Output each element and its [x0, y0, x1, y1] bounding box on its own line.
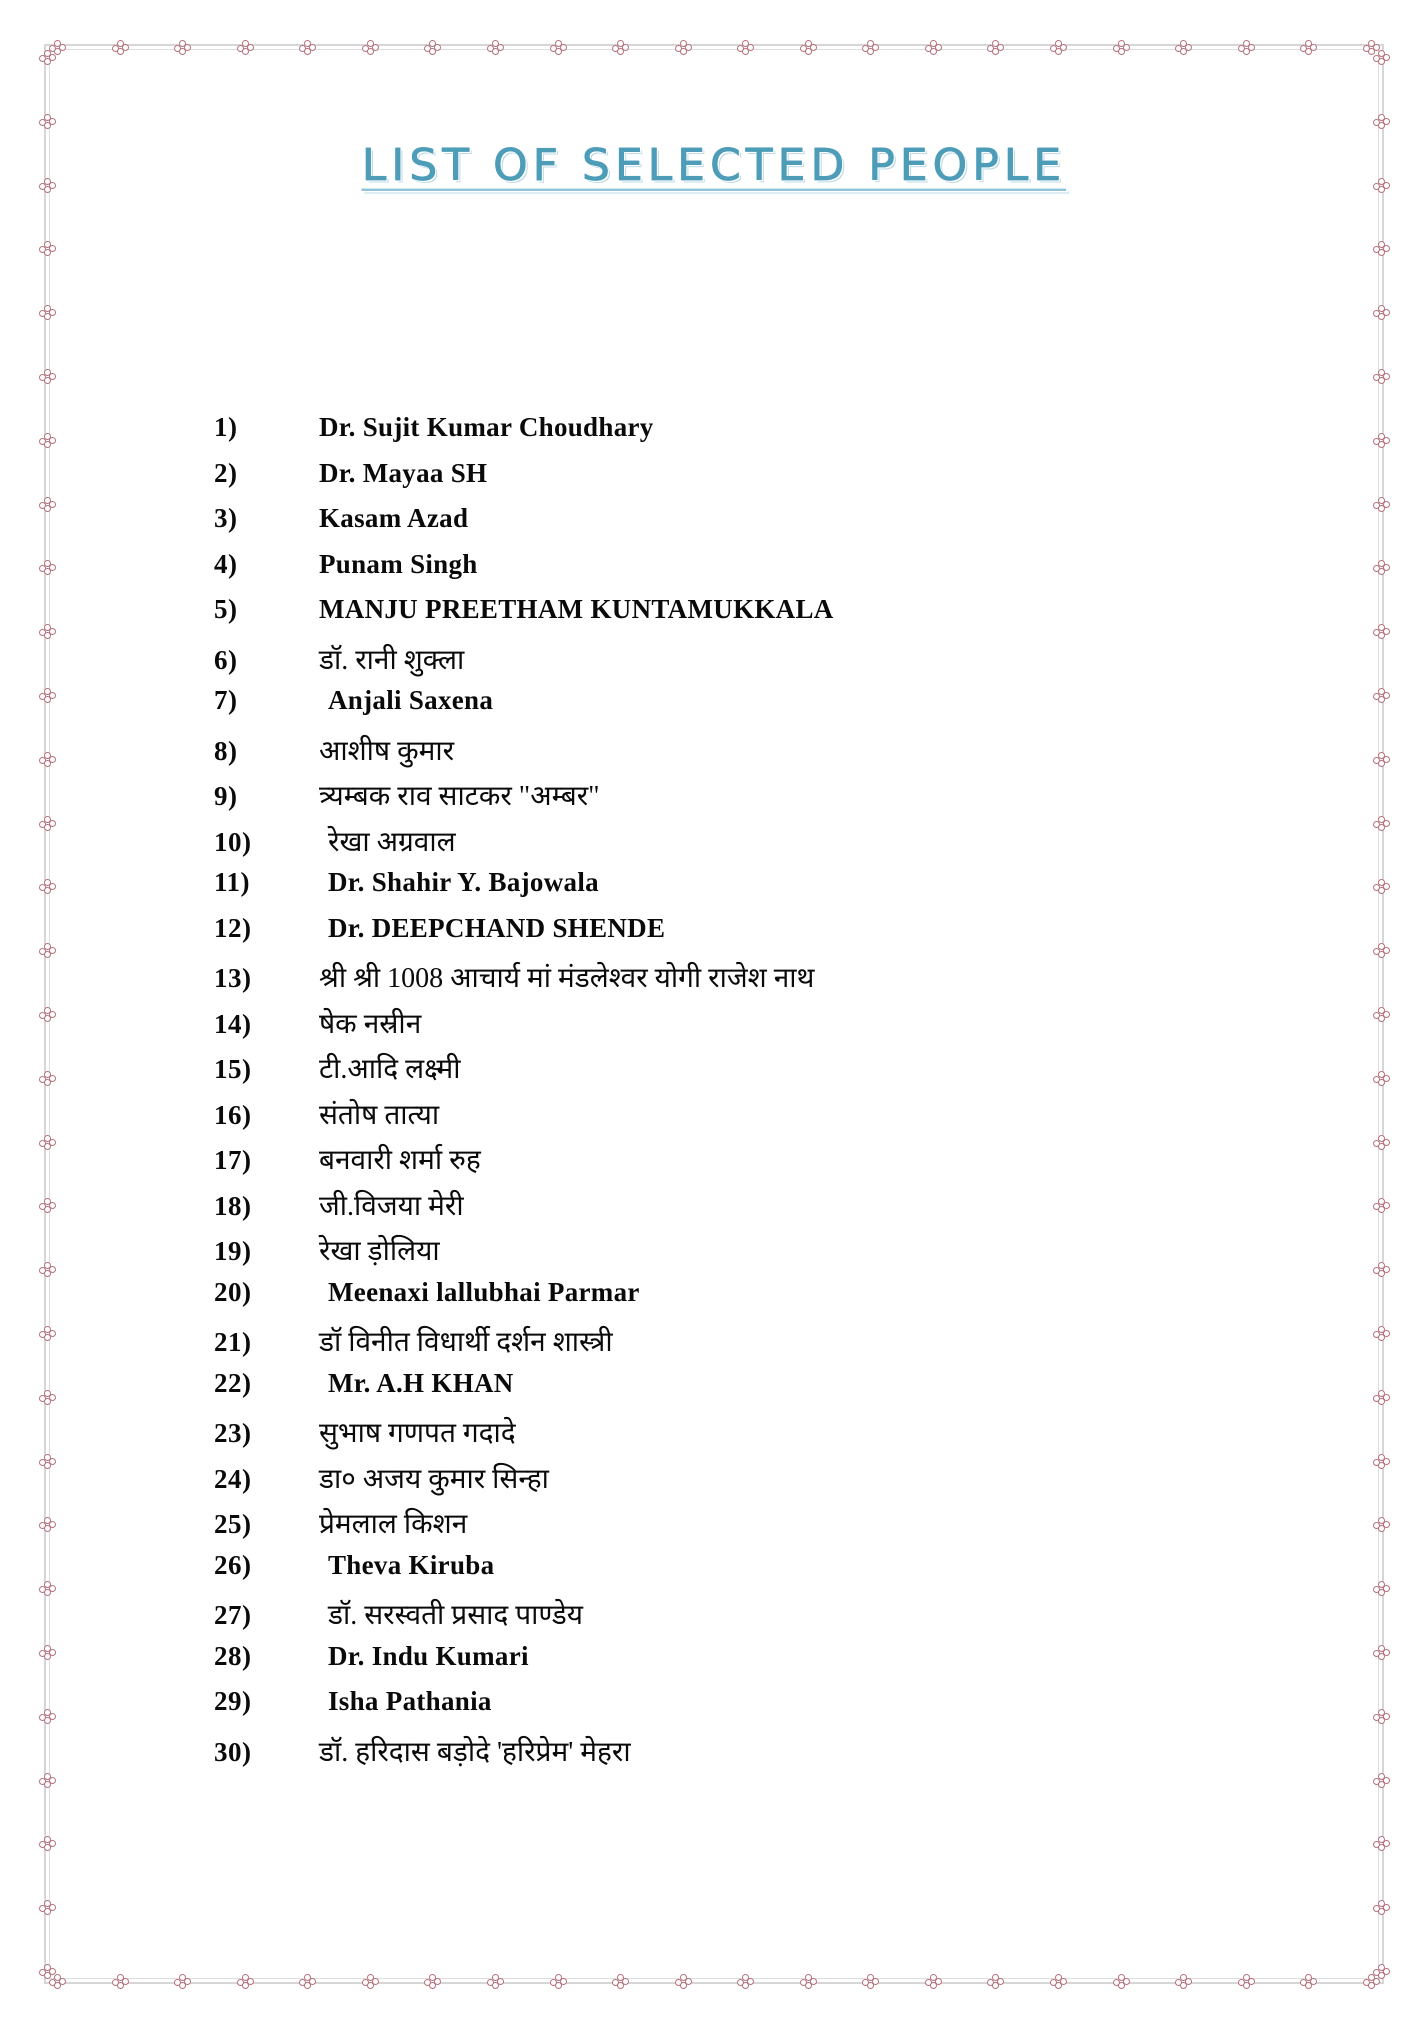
border-berry-motif-icon	[173, 38, 191, 56]
border-berry-motif-icon	[986, 38, 1004, 56]
list-item	[0, 1732, 1428, 1778]
border-berry-motif-icon	[486, 1972, 504, 1990]
list-item	[0, 1095, 1428, 1141]
list-item	[0, 958, 1428, 1004]
list-item	[0, 458, 1428, 504]
list-item	[0, 1186, 1428, 1232]
border-berry-motif-icon	[38, 239, 56, 257]
border-berry-motif-icon	[236, 38, 254, 56]
list-item-name: Anjali Saxena	[328, 685, 494, 715]
list-item-number: 8)	[214, 735, 238, 766]
list-item-name: डॉ. हरिदास बड़ोदे 'हरिप्रेम' मेहरा	[319, 1736, 631, 1768]
border-berry-motif-icon	[1372, 367, 1390, 385]
list-item-name: Theva Kiruba	[328, 1549, 495, 1580]
list-item	[0, 1413, 1428, 1459]
border-berry-motif-icon	[111, 38, 129, 56]
list-item-number: 26)	[214, 1549, 252, 1580]
list-item-number: 17)	[214, 1145, 252, 1175]
border-berry-motif-icon	[1372, 303, 1390, 321]
list-item-number: 2)	[214, 457, 238, 488]
list-item-name: बनवारी शर्मा रुह	[319, 1145, 481, 1176]
list-item-name: डॉ विनीत विधार्थी दर्शन शास्त्री	[319, 1327, 613, 1358]
list-item-name: रेखा ड़ोलिया	[319, 1236, 440, 1267]
border-berry-motif-icon	[1112, 1972, 1130, 1990]
list-item-name: Mr. A.H KHAN	[328, 1367, 514, 1398]
list-item-name: त्र्यम्बक राव साटकर "अम्बर"	[319, 781, 600, 812]
list-item-number: 19)	[214, 1236, 252, 1266]
list-item-number: 25)	[214, 1509, 252, 1539]
list-item-number: 9)	[214, 781, 238, 811]
list-item	[0, 1459, 1428, 1505]
border-berry-motif-icon	[298, 1972, 316, 1990]
list-item-number: 28)	[214, 1640, 252, 1671]
list-item-name: Isha Pathania	[328, 1686, 492, 1716]
border-berry-motif-icon	[361, 1972, 379, 1990]
border-berry-motif-icon	[1372, 112, 1390, 130]
border-berry-motif-icon	[674, 1972, 692, 1990]
border-berry-motif-icon	[38, 1898, 56, 1916]
list-item-number: 11)	[214, 867, 251, 897]
list-item-name: Dr. Sujit Kumar Choudhary	[319, 412, 654, 442]
border-berry-motif-icon	[111, 1972, 129, 1990]
border-berry-motif-icon	[298, 38, 316, 56]
border-berry-motif-icon	[799, 1972, 817, 1990]
border-berry-motif-icon	[1112, 38, 1130, 56]
border-berry-motif-icon	[1372, 48, 1390, 66]
list-item	[0, 412, 1428, 458]
selected-people-list	[0, 412, 1428, 1777]
list-item	[0, 1049, 1428, 1095]
list-item-number: 6)	[214, 644, 238, 675]
list-item-name: आशीष कुमार	[319, 735, 455, 767]
list-item-number: 20)	[214, 1276, 252, 1307]
border-berry-motif-icon	[1049, 1972, 1067, 1990]
list-item-name: षेक नस्रीन	[319, 1008, 422, 1040]
border-motif-row-top	[48, 38, 1380, 56]
border-berry-motif-icon	[1372, 1834, 1390, 1852]
border-berry-motif-icon	[1362, 38, 1380, 56]
list-item	[0, 549, 1428, 595]
border-berry-motif-icon	[924, 38, 942, 56]
border-berry-motif-icon	[1362, 1972, 1380, 1990]
list-item	[0, 731, 1428, 777]
list-item-name: प्रेमलाल किशन	[319, 1509, 468, 1540]
border-berry-motif-icon	[1299, 1972, 1317, 1990]
list-item	[0, 822, 1428, 868]
list-item-name: डॉ. रानी शुक्ला	[319, 644, 465, 676]
list-item	[0, 640, 1428, 686]
list-item	[0, 1686, 1428, 1732]
list-item	[0, 1322, 1428, 1368]
list-item-number: 18)	[214, 1190, 252, 1221]
list-item	[0, 1504, 1428, 1550]
list-item-name: Kasam Azad	[319, 503, 469, 533]
list-item	[0, 1004, 1428, 1050]
list-item-number: 3)	[214, 503, 238, 533]
list-item-name: Dr. Indu Kumari	[328, 1640, 529, 1671]
list-item-name: टी.आदि लक्ष्मी	[319, 1054, 461, 1085]
list-item-name: Dr. DEEPCHAND SHENDE	[328, 912, 666, 943]
list-item-number: 24)	[214, 1463, 252, 1494]
list-item-name: Dr. Shahir Y. Bajowala	[328, 867, 599, 897]
border-berry-motif-icon	[38, 48, 56, 66]
list-item-name: MANJU PREETHAM KUNTAMUKKALA	[319, 594, 834, 624]
border-berry-motif-icon	[674, 38, 692, 56]
border-berry-motif-icon	[549, 1972, 567, 1990]
list-item-number: 14)	[214, 1008, 252, 1039]
page-title-container	[0, 140, 1428, 191]
list-item-number: 7)	[214, 685, 238, 715]
border-berry-motif-icon	[361, 38, 379, 56]
border-berry-motif-icon	[611, 1972, 629, 1990]
list-item-number: 22)	[214, 1367, 252, 1398]
border-berry-motif-icon	[861, 38, 879, 56]
list-item	[0, 685, 1428, 731]
list-item-number: 16)	[214, 1099, 252, 1130]
list-item	[0, 1595, 1428, 1641]
list-item	[0, 1368, 1428, 1414]
list-item-name: रेखा अग्रवाल	[328, 826, 456, 858]
border-berry-motif-icon	[38, 112, 56, 130]
list-item	[0, 594, 1428, 640]
list-item-name: Punam Singh	[319, 548, 478, 579]
list-item-name: सुभाष गणपत गदादे	[319, 1418, 516, 1449]
border-berry-motif-icon	[924, 1972, 942, 1990]
border-berry-motif-icon	[1237, 1972, 1255, 1990]
list-item	[0, 1231, 1428, 1277]
list-item-number: 13)	[214, 963, 252, 993]
border-berry-motif-icon	[799, 38, 817, 56]
border-berry-motif-icon	[38, 1962, 56, 1980]
list-item-name: जी.विजया मेरी	[319, 1190, 464, 1222]
border-berry-motif-icon	[38, 303, 56, 321]
list-item	[0, 1277, 1428, 1323]
list-item-number: 10)	[214, 826, 252, 857]
list-item-number: 15)	[214, 1054, 252, 1084]
list-item-name: डा० अजय कुमार सिन्हा	[319, 1463, 549, 1495]
list-item	[0, 867, 1428, 913]
list-item	[0, 503, 1428, 549]
list-item-number: 29)	[214, 1686, 252, 1716]
list-item-number: 5)	[214, 594, 238, 624]
list-item	[0, 1641, 1428, 1687]
border-berry-motif-icon	[423, 38, 441, 56]
list-item-number: 4)	[214, 548, 238, 579]
border-berry-motif-icon	[486, 38, 504, 56]
border-berry-motif-icon	[1237, 38, 1255, 56]
border-berry-motif-icon	[1174, 38, 1192, 56]
border-berry-motif-icon	[236, 1972, 254, 1990]
border-berry-motif-icon	[48, 38, 66, 56]
list-item-name: Meenaxi lallubhai Parmar	[328, 1276, 640, 1307]
border-berry-motif-icon	[1049, 38, 1067, 56]
list-item	[0, 913, 1428, 959]
list-item-number: 23)	[214, 1418, 252, 1448]
list-item-name: डॉ. सरस्वती प्रसाद पाण्डेय	[328, 1600, 583, 1631]
list-item-number: 1)	[214, 412, 238, 442]
border-berry-motif-icon	[1299, 38, 1317, 56]
list-item-number: 27)	[214, 1600, 252, 1630]
border-berry-motif-icon	[986, 1972, 1004, 1990]
border-berry-motif-icon	[38, 367, 56, 385]
border-berry-motif-icon	[549, 38, 567, 56]
border-berry-motif-icon	[173, 1972, 191, 1990]
border-berry-motif-icon	[38, 1834, 56, 1852]
list-item-number: 12)	[214, 912, 252, 943]
list-item	[0, 1140, 1428, 1186]
list-item	[0, 776, 1428, 822]
list-item-name: Dr. Mayaa SH	[319, 457, 488, 488]
border-berry-motif-icon	[861, 1972, 879, 1990]
page-title: LIST OF SELECTED PEOPLE	[361, 140, 1067, 191]
border-berry-motif-icon	[423, 1972, 441, 1990]
border-motif-row-bottom	[48, 1972, 1380, 1990]
list-item-name: संतोष तात्या	[319, 1099, 440, 1131]
border-berry-motif-icon	[611, 38, 629, 56]
list-item-name: श्री श्री 1008 आचार्य मां मंडलेश्वर योगी राजेश नाथ	[319, 963, 815, 994]
list-item	[0, 1550, 1428, 1596]
border-berry-motif-icon	[1372, 239, 1390, 257]
border-berry-motif-icon	[48, 1972, 66, 1990]
border-berry-motif-icon	[1372, 1898, 1390, 1916]
border-berry-motif-icon	[736, 38, 754, 56]
list-item-number: 21)	[214, 1327, 252, 1357]
border-berry-motif-icon	[736, 1972, 754, 1990]
list-item-number: 30)	[214, 1736, 252, 1767]
border-berry-motif-icon	[1174, 1972, 1192, 1990]
border-berry-motif-icon	[1372, 1962, 1390, 1980]
